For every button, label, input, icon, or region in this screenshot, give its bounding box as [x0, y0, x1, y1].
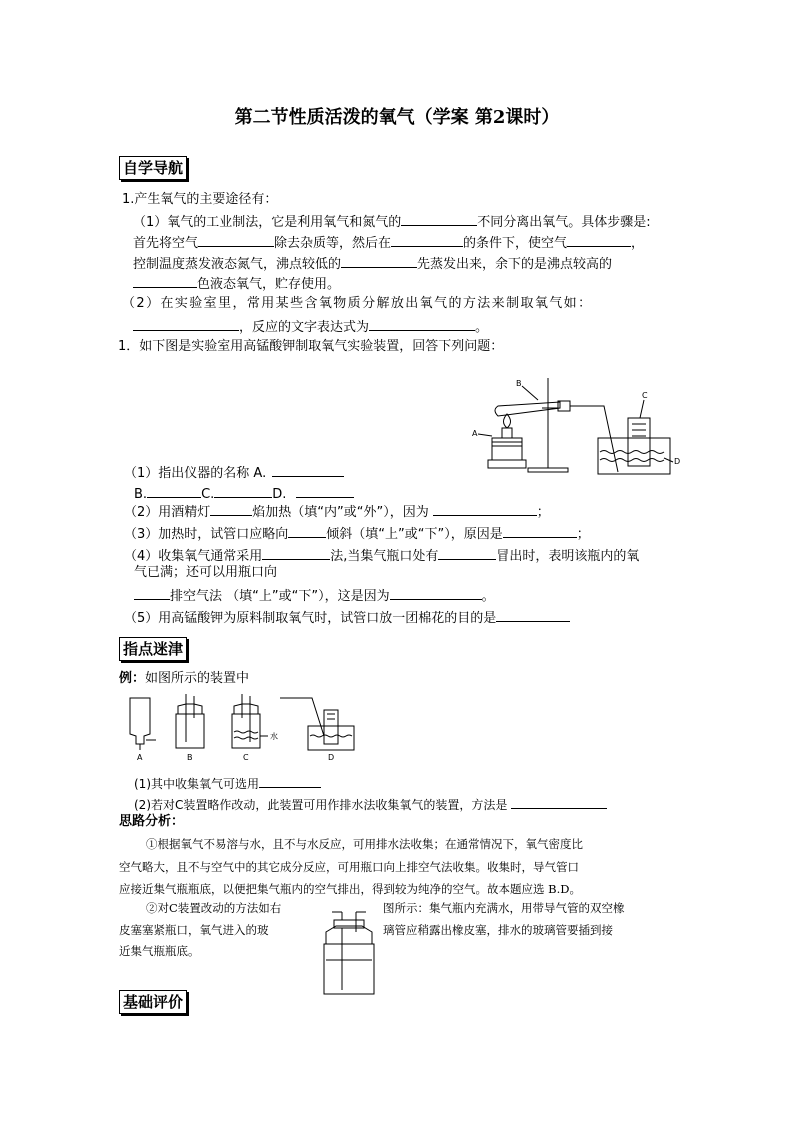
fig2-label-water: 水 [270, 732, 278, 741]
q2-1-bcd: B. C. D. [134, 483, 354, 504]
fig1-label-d: D [674, 457, 681, 466]
q1-b-line1: （2）在实验室里，常用某些含氧物质分解放出氧气的方法来制取氧气如： [122, 296, 593, 311]
figure-gas-collection-devices [124, 692, 360, 762]
analysis-line-3: 应接近集气瓶瓶底，以便把集气瓶内的空气排出，得到较为纯净的空气。故本题应选 B.D。 [119, 882, 581, 896]
guidance-q1: (1)其中收集氧气可选用 [134, 773, 321, 793]
analysis-2-left-2: 皮塞塞紧瓶口，氧气进入的玻 [119, 923, 269, 937]
answer-blank[interactable] [401, 211, 477, 226]
q1-intro: 1.产生氧气的主要途径有： [122, 192, 278, 207]
figure-modified-gas-jar [318, 910, 380, 998]
analysis-2-right-2: 璃管应稍露出橡皮塞，排水的玻璃管要插到接 [383, 923, 613, 937]
q1-a-line3: 控制温度蒸发液态氮气，沸点较低的 先蒸发出来，余下的是沸点较高的 [133, 253, 612, 274]
answer-blank[interactable] [134, 585, 170, 600]
answer-blank[interactable] [496, 607, 570, 622]
page-title: 第二节性质活泼的氧气（学案 第2课时） [234, 107, 560, 128]
q2-1: （1）指出仪器的名称 A. [124, 462, 344, 483]
answer-blank[interactable] [341, 253, 417, 268]
q2-4-cont: 气已满；还可以用瓶口向 [134, 565, 278, 580]
fig1-label-a: A [472, 429, 478, 438]
analysis-line-1: ①根据氧气不易溶与水，且不与水反应，可用排水法收集；在通常情况下，氧气密度比 [146, 837, 583, 851]
answer-blank[interactable] [369, 316, 475, 331]
analysis-line-2: 空气略大，且不与空气中的其它成分反应，可用瓶口向上排空气法收集。收集时，导气管口 [119, 860, 579, 874]
answer-blank[interactable] [259, 773, 321, 788]
fig2-label-a: A [137, 753, 143, 762]
answer-blank[interactable] [296, 483, 354, 498]
answer-blank[interactable] [272, 462, 344, 477]
analysis-title: 思路分析： [119, 814, 185, 829]
answer-blank[interactable] [503, 523, 577, 538]
answer-blank[interactable] [133, 273, 197, 288]
answer-blank[interactable] [214, 483, 272, 498]
fig2-label-b: B [187, 753, 193, 762]
guidance-q2: (2)若对C装置略作改动，此装置可用作排水法收集氧气的装置，方法是 [134, 794, 607, 814]
answer-blank[interactable] [147, 483, 201, 498]
q1-a-line2: 首先将空气 除去杂质等，然后在 的条件下，使空气 ， [133, 232, 644, 253]
answer-blank[interactable] [210, 501, 252, 516]
answer-blank[interactable] [288, 523, 326, 538]
analysis-2-left-3: 近集气瓶瓶底。 [119, 944, 200, 958]
section-self-study: 自学导航 [119, 156, 187, 180]
answer-blank[interactable] [511, 794, 607, 809]
fig2-label-d: D [328, 753, 335, 762]
example-line: 例：如图所示的装置中 [119, 671, 250, 686]
section-guidance: 指点迷津 [119, 637, 187, 661]
q2-4: （4）收集氧气通常采用 法,当集气瓶口处有 冒出时，表明该瓶内的氧 [124, 545, 639, 566]
figure-potassium-permanganate-apparatus [468, 376, 684, 480]
answer-blank[interactable] [198, 232, 274, 247]
section-basic-evaluation: 基础评价 [119, 990, 187, 1014]
answer-blank[interactable] [438, 545, 496, 560]
answer-blank[interactable] [390, 585, 482, 600]
fig2-label-c: C [243, 753, 249, 762]
answer-blank[interactable] [433, 501, 537, 516]
fig1-label-b: B [516, 379, 522, 388]
answer-blank[interactable] [567, 232, 631, 247]
q1-b-line2: ，反应的文字表达式为 。 [133, 316, 488, 337]
answer-blank[interactable] [391, 232, 463, 247]
q2-4-end: 排空气法 （填“上”或“下”），这是因为 。 [134, 585, 495, 606]
q2-3: （3）加热时，试管口应略向 倾斜（填“上”或“下”），原因是 ； [124, 523, 590, 544]
answer-blank[interactable] [262, 545, 330, 560]
q1-a-line1: （1）氧气的工业制法，它是利用氧气和氮气的 不同分离出氧气。具体步骤是: [133, 211, 651, 232]
answer-blank[interactable] [133, 316, 239, 331]
fig1-label-c: C [642, 391, 648, 400]
analysis-2-left-1: ②对C装置改动的方法如右 [146, 901, 282, 915]
q1-a-line4: 色液态氧气，贮存使用。 [133, 273, 340, 294]
q2-2: （2）用酒精灯 焰加热（填“内”或“外”），因为 ； [124, 501, 550, 522]
analysis-2-right-1: 图所示：集气瓶内充满水，用带导气管的双空橡 [383, 901, 625, 915]
q2-5: （5）用高锰酸钾为原料制取氧气时，试管口放一团棉花的目的是 [124, 607, 570, 628]
q2-intro: 1．如下图是实验室用高锰酸钾制取氧气实验装置，回答下列问题： [118, 339, 504, 354]
